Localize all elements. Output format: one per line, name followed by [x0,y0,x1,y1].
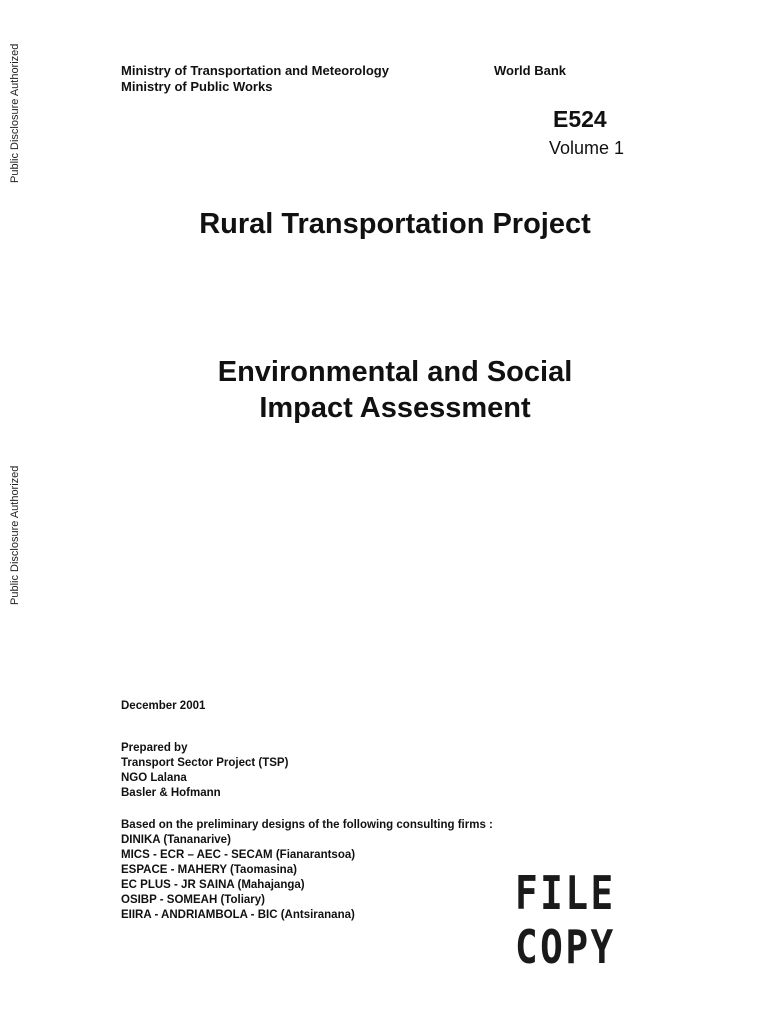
ministry-line: Ministry of Transportation and Meteorology [121,63,389,78]
firm-line: OSIBP - SOMEAH (Toliary) [121,894,265,906]
preparer-line: NGO Lalana [121,772,187,784]
disclosure-label-bottom: Public Disclosure Authorized [9,465,21,605]
prepared-heading: Prepared by [121,742,188,754]
document-number: E524 [553,106,607,132]
document-subtitle [0,354,770,426]
consulting-heading: Based on the preliminary designs of the following consulting firms : [121,819,493,831]
subtitle-line: Environmental and Social [217,356,573,388]
firm-line: EIIRA - ANDRIAMBOLA - BIC (Antsiranana) [121,909,355,921]
firm-line: EC PLUS - JR SAINA (Mahajanga) [121,879,305,891]
firm-line: DINIKA (Tananarive) [121,834,231,846]
firm-line: ESPACE - MAHERY (Taomasina) [121,864,297,876]
ministries-block [121,63,389,95]
subtitle-line: Impact Assessment [259,392,531,424]
preparer-line: Basler & Hofmann [121,787,221,799]
organization-name: World Bank [494,63,566,78]
preparer-line: Transport Sector Project (TSP) [121,757,289,769]
document-title: Rural Transportation Project [199,208,591,240]
file-copy-stamp: FILE COPY [515,866,616,974]
volume-label: Volume 1 [549,138,625,158]
prepared-by-block [121,741,288,801]
firm-line: MICS - ECR – AEC - SECAM (Fianarantsoa) [121,849,356,861]
consulting-firms-block [121,818,493,923]
document-date: December 2001 [121,700,206,712]
ministry-line: Ministry of Public Works [121,79,273,94]
disclosure-label-top: Public Disclosure Authorized [9,43,21,183]
